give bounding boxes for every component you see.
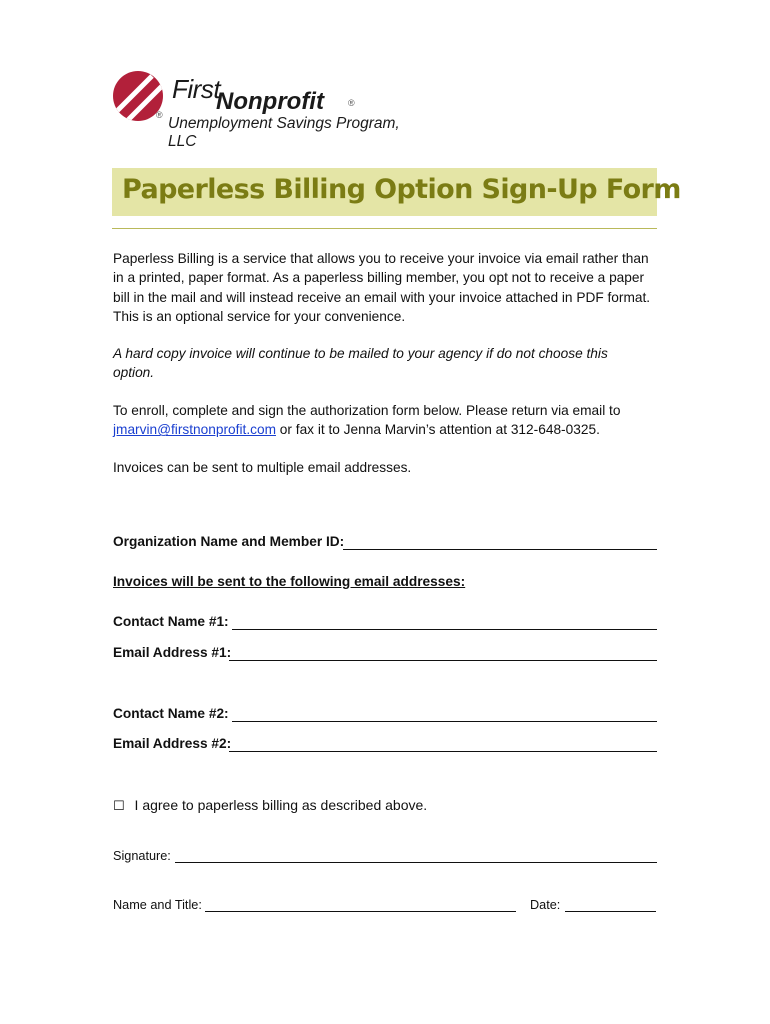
multiple-emails-note: Invoices can be sent to multiple email addresses. xyxy=(113,460,412,475)
logo-registered-mark: ® xyxy=(348,98,355,108)
signature-field[interactable] xyxy=(175,862,657,863)
page-title: Paperless Billing Option Sign-Up Form xyxy=(122,174,681,205)
email-address-2-label: Email Address #2: xyxy=(113,736,232,751)
email-address-2-field[interactable] xyxy=(229,751,657,752)
logo-registered-mark-2: ® xyxy=(156,110,163,120)
intro-paragraph: Paperless Billing is a service that allows you to receive your invoice via email rather than in a printed, paper format. As a paperless billing member, you opt not to receive a paper bill in the mail and will instead receive an email with your invoice attached in PDF format. This is an optional service for your convenience. xyxy=(113,251,651,324)
org-name-label: Organization Name and Member ID: xyxy=(113,534,345,549)
name-title-field[interactable] xyxy=(205,911,516,912)
enroll-text-after: or fax it to Jenna Marvin’s attention at 312-648-0325. xyxy=(275,422,600,438)
contact-name-1-field[interactable] xyxy=(232,629,657,630)
hard-copy-notice: A hard copy invoice will continue to be mailed to your agency if do not choose this option. xyxy=(113,346,608,381)
email-address-1-field[interactable] xyxy=(229,660,657,661)
title-divider xyxy=(112,228,657,229)
contact-name-1-label: Contact Name #1: xyxy=(113,614,229,629)
agree-checkbox[interactable]: ☐ xyxy=(113,799,125,814)
company-logo xyxy=(112,68,412,150)
agree-label: I agree to paperless billing as described above. xyxy=(134,797,428,813)
org-name-field[interactable] xyxy=(343,549,657,550)
enroll-paragraph xyxy=(113,401,658,440)
contact-name-2-field[interactable] xyxy=(232,721,657,722)
signature-label: Signature: xyxy=(113,849,171,863)
emails-heading: Invoices will be sent to the following email addresses: xyxy=(113,574,466,589)
logo-subtitle: Unemployment Savings Program, LLC xyxy=(168,115,400,150)
logo-word-first: First xyxy=(172,74,221,104)
email-address-1-label: Email Address #1: xyxy=(113,645,232,660)
logo-word-nonprofit: Nonprofit xyxy=(216,88,324,115)
date-label: Date: xyxy=(530,898,561,912)
enroll-text-before: To enroll, complete and sign the authorization form below. Please return via email to xyxy=(113,403,621,418)
date-field[interactable] xyxy=(565,911,656,912)
email-link[interactable]: jmarvin@firstnonprofit.com xyxy=(113,422,276,438)
name-title-label: Name and Title: xyxy=(113,898,202,912)
contact-name-2-label: Contact Name #2: xyxy=(113,706,229,721)
agree-row xyxy=(113,797,427,814)
